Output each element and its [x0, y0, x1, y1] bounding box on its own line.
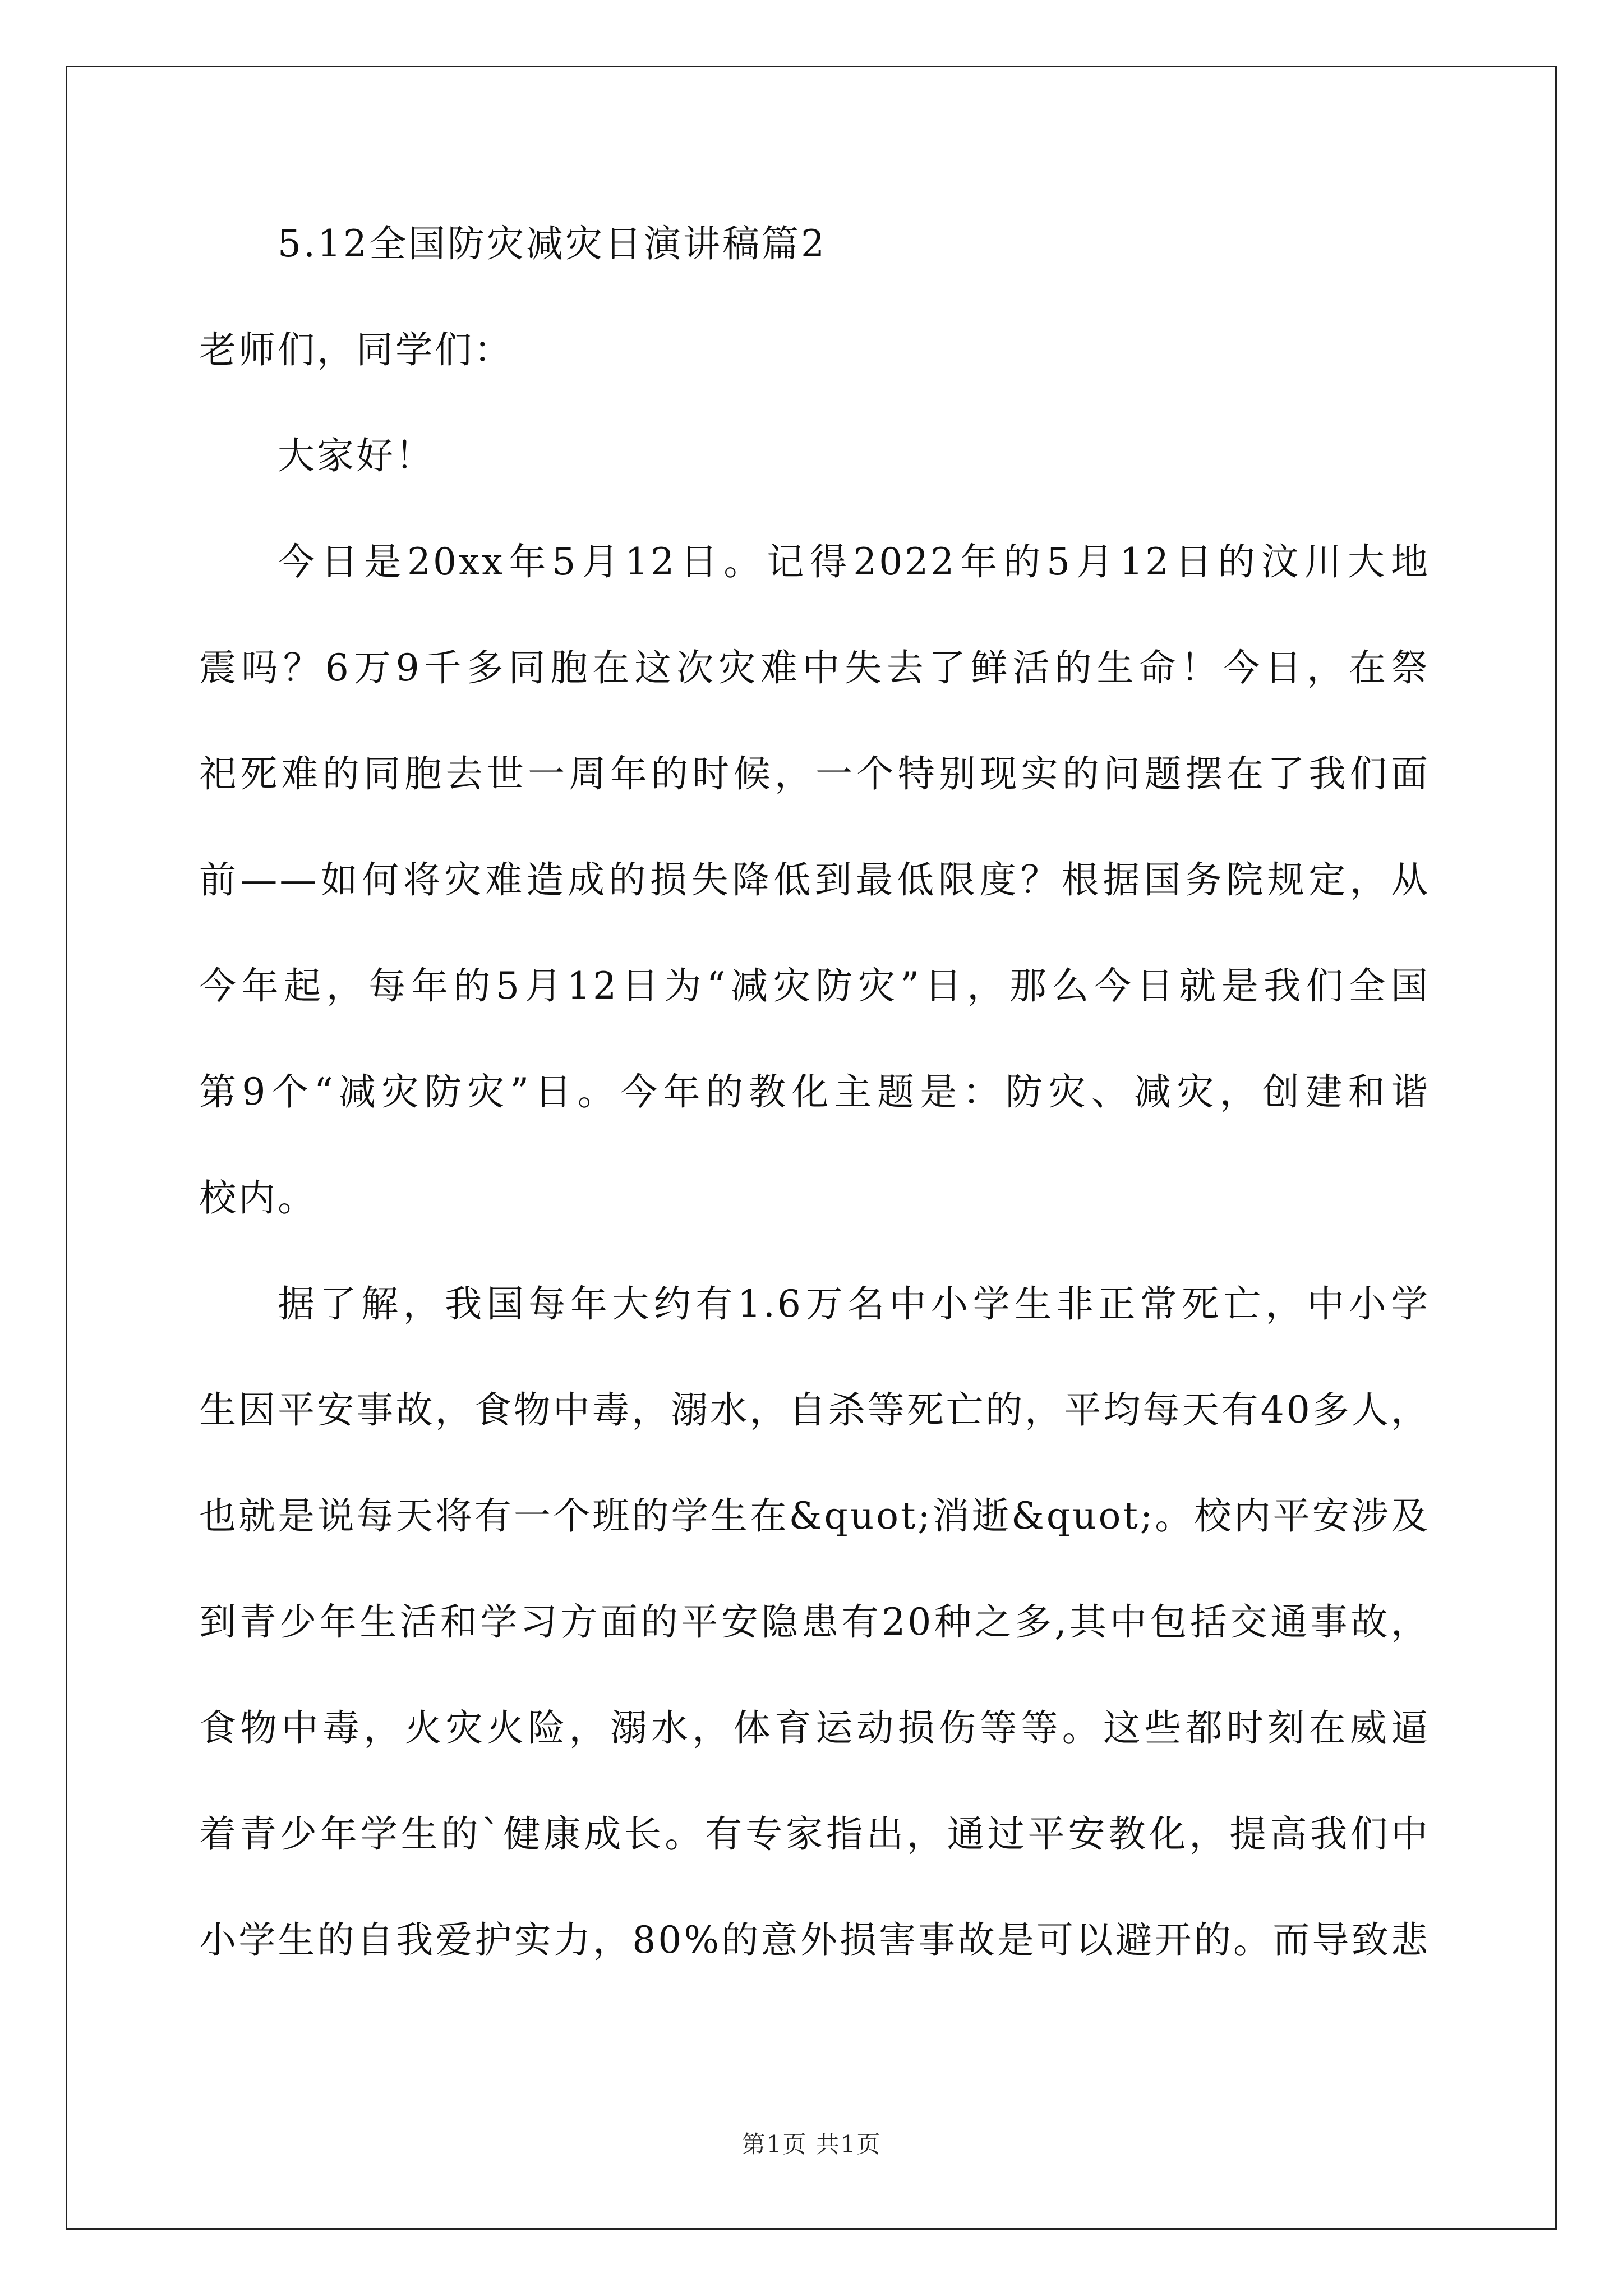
paragraph-1-line-6: 第9个“减灾防灾”日。今年的教化主题是：防灾、减灾，创建和谐 [199, 1070, 1430, 1114]
document-title: 5.12全国防灾减灾日演讲稿篇2 [278, 222, 827, 265]
paragraph-2-line-4: 到青少年生活和学习方面的平安隐患有20种之多,其中包括交通事故， [199, 1600, 1430, 1644]
document-body [199, 213, 1430, 2016]
paragraph-2-line-6: 着青少年学生的`健康成长。有专家指出，通过平安教化，提高我们中 [199, 1812, 1430, 1856]
paragraph-1-line-2: 震吗？6万9千多同胞在这次灾难中失去了鲜活的生命！今日，在祭 [199, 646, 1430, 689]
paragraph-2-line-3: 也就是说每天将有一个班的学生在&quot;消逝&quot;。校内平安涉及 [199, 1494, 1430, 1538]
page-number-footer: 第1页 共1页 [741, 2131, 882, 2158]
paragraph-1-line-4: 前——如何将灾难造成的损失降低到最低限度？根据国务院规定，从 [199, 858, 1430, 901]
salutation-line: 老师们，同学们： [199, 328, 513, 371]
paragraph-2-line-1: 据了解，我国每年大约有1.6万名中小学生非正常死亡，中小学 [278, 1282, 1430, 1326]
paragraph-2-line-7: 小学生的自我爱护实力，80%的意外损害事故是可以避开的。而导致悲 [199, 1918, 1430, 1962]
greeting-line: 大家好！ [278, 434, 435, 477]
paragraph-1-line-7: 校内。 [199, 1176, 317, 1220]
paragraph-1-line-1: 今日是20xx年5月12日。记得2022年的5月12日的汶川大地 [278, 540, 1430, 583]
paragraph-2-line-5: 食物中毒，火灾火险，溺水，体育运动损伤等等。这些都时刻在威逼 [199, 1706, 1430, 1750]
paragraph-1-line-5: 今年起，每年的5月12日为“减灾防灾”日，那么今日就是我们全国 [199, 964, 1430, 1007]
paragraph-1-line-3: 祀死难的同胞去世一周年的时候，一个特别现实的问题摆在了我们面 [199, 752, 1430, 795]
paragraph-2-line-2: 生因平安事故，食物中毒，溺水，自杀等死亡的，平均每天有40多人， [199, 1388, 1430, 1432]
